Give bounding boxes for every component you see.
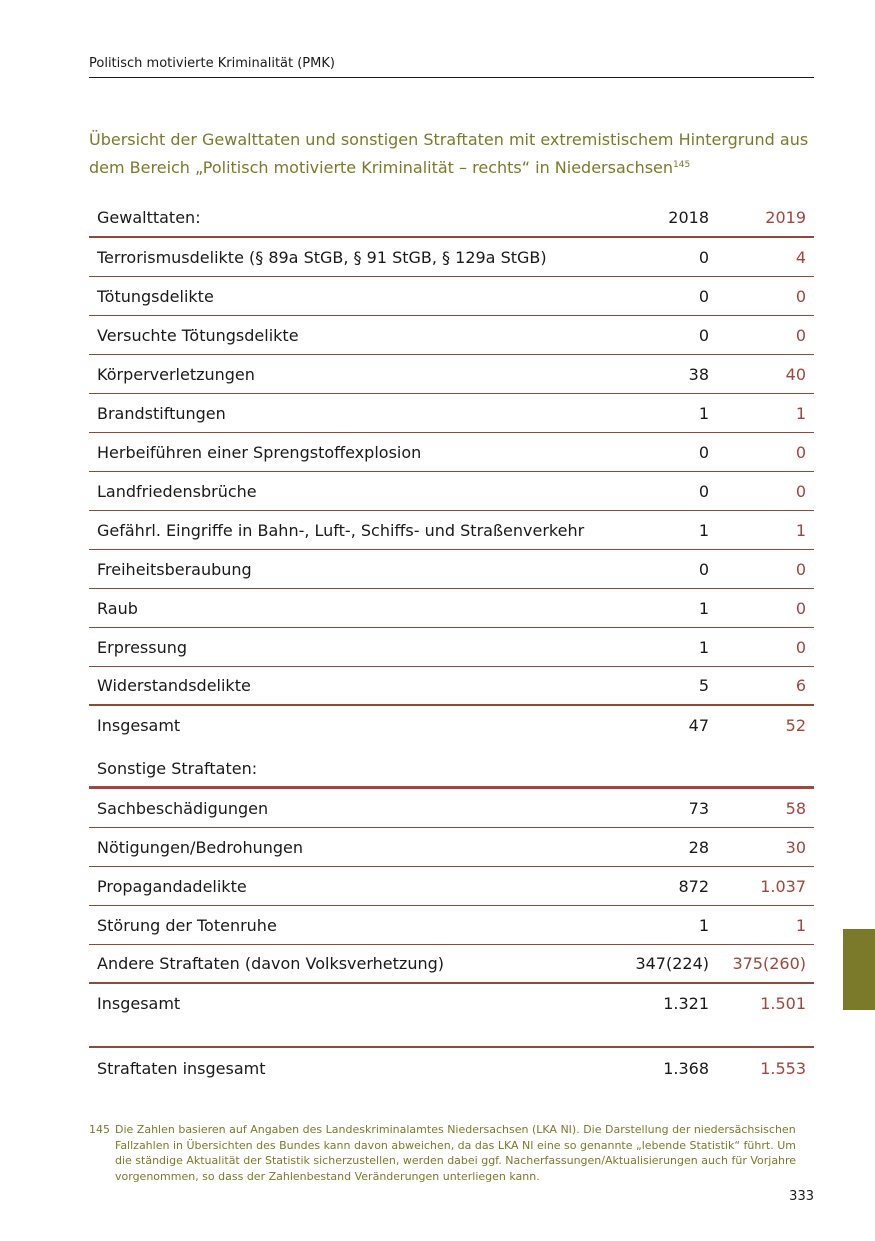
row-label: Brandstiftungen [97, 403, 226, 423]
other-section-header-row [89, 745, 814, 789]
chapter-tab-marker [843, 929, 875, 1010]
table-row [89, 511, 814, 550]
row-label: Raub [97, 598, 138, 618]
row-value-2018: 0 [698, 559, 709, 579]
row-value-2018: 1 [698, 637, 709, 657]
other-total-row [89, 984, 814, 1023]
row-label: Landfriedensbrüche [97, 481, 257, 501]
section-title-text: Übersicht der Gewalttaten und sonstigen Straftaten mit extremistischem Hintergrund aus dem Bereich „Politisch motivierte Kriminalität – rechts“ in Niedersachsen [89, 130, 809, 177]
table-row [89, 828, 814, 867]
table-row [89, 628, 814, 667]
table-row [89, 355, 814, 394]
other-total-2018: 1.321 [663, 994, 709, 1013]
table-row [89, 906, 814, 945]
row-value-2018: 28 [688, 837, 709, 857]
row-label: Versuchte Tötungsdelikte [97, 325, 299, 345]
other-total-label: Insgesamt [97, 994, 181, 1013]
row-value-2018: 1 [698, 598, 709, 618]
row-label: Propagandadelikte [97, 876, 247, 896]
grand-total-2018: 1.368 [663, 1058, 709, 1078]
table-row [89, 316, 814, 355]
row-label: Terrorismusdelikte (§ 89a StGB, § 91 StGB, § 129a StGB) [97, 247, 547, 267]
row-value-2019: 0 [795, 325, 806, 345]
grand-total-2019: 1.553 [760, 1058, 806, 1078]
table-row [89, 945, 814, 984]
grand-total-row [89, 1048, 814, 1088]
running-header: Politisch motivierte Kriminalität (PMK) [89, 56, 814, 78]
row-label: Freiheitsberaubung [97, 559, 252, 579]
violent-total-2019: 52 [785, 716, 806, 735]
footnote-text: Die Zahlen basieren auf Angaben des Landeskriminalamtes Niedersachsen (LKA NI). Die Darstellung der niedersächsischen Fallzahlen in Übersichten des Bundes kann davon abweichen, da das LKA NI eine so genannte „lebende Statistik“ führt. Um die ständige Aktualität der Statistik sicherzustellen, werden dabei ggf. Nacherfassungen/Aktualisierungen auch für Vorjahre vorgenommen, so dass der Zahlenbestand Veränderungen unterliegen kann. [115, 1123, 797, 1183]
page-number: 333 [789, 1189, 814, 1204]
table-row [89, 433, 814, 472]
row-value-2019: 1 [795, 403, 806, 423]
row-label: Nötigungen/Bedrohungen [97, 837, 303, 857]
row-label: Tötungsdelikte [97, 286, 214, 306]
footnote-reference[interactable]: 145 [673, 160, 691, 170]
grand-total-label: Straftaten insgesamt [97, 1058, 266, 1078]
row-value-2019: 0 [795, 559, 806, 579]
violent-total-row [89, 706, 814, 745]
footnote [89, 1122, 814, 1184]
row-value-2018: 5 [698, 676, 709, 695]
row-value-2018: 872 [678, 876, 709, 896]
table-row [89, 867, 814, 906]
row-label: Erpressung [97, 637, 188, 657]
column-header-2018: 2018 [668, 208, 709, 227]
row-value-2018: 1 [698, 915, 709, 935]
column-header-2019: 2019 [765, 208, 806, 227]
footnote-number: 145 [89, 1123, 110, 1136]
row-value-2018: 0 [698, 247, 709, 267]
row-value-2018: 1 [698, 520, 709, 540]
section-title [89, 126, 819, 182]
row-value-2019: 1 [795, 915, 806, 935]
row-value-2018: 0 [698, 442, 709, 462]
row-value-2019: 0 [795, 637, 806, 657]
row-label: Gefährl. Eingriffe in Bahn-, Luft-, Schiffs- und Straßenverkehr [97, 520, 585, 540]
row-label: Andere Straftaten (davon Volksverhetzung) [97, 954, 444, 973]
row-value-2019: 58 [785, 798, 806, 818]
row-value-2018: 0 [698, 325, 709, 345]
table-row [89, 667, 814, 706]
row-value-2019: 4 [795, 247, 806, 267]
table-row [89, 277, 814, 316]
violent-section-label: Gewalttaten: [97, 208, 201, 227]
row-value-2019: 0 [795, 598, 806, 618]
row-value-2019: 0 [795, 286, 806, 306]
row-value-2019: 0 [795, 481, 806, 501]
row-value-2019: 0 [795, 442, 806, 462]
row-value-2018: 73 [688, 798, 709, 818]
row-value-2019: 6 [795, 676, 806, 695]
violent-rows [89, 238, 814, 706]
violent-total-2018: 47 [688, 716, 709, 735]
row-value-2018: 0 [698, 481, 709, 501]
row-value-2019: 1 [795, 520, 806, 540]
row-value-2019: 30 [785, 837, 806, 857]
other-total-2019: 1.501 [760, 994, 806, 1013]
table-row [89, 394, 814, 433]
row-value-2018: 347(224) [635, 954, 709, 973]
table-row [89, 238, 814, 277]
table-header-row [89, 199, 814, 238]
table-row [89, 472, 814, 511]
row-label: Herbeiführen einer Sprengstoffexplosion [97, 442, 422, 462]
row-label: Körperverletzungen [97, 364, 255, 384]
row-label: Widerstandsdelikte [97, 676, 251, 695]
table-row [89, 550, 814, 589]
row-label: Sachbeschädigungen [97, 798, 269, 818]
table-row [89, 789, 814, 828]
table-divider [89, 1023, 814, 1048]
row-value-2018: 1 [698, 403, 709, 423]
row-value-2019: 40 [785, 364, 806, 384]
statistics-table [89, 199, 814, 1088]
row-value-2019: 1.037 [760, 876, 806, 896]
row-label: Störung der Totenruhe [97, 915, 277, 935]
other-section-label: Sonstige Straftaten: [97, 759, 258, 778]
row-value-2018: 0 [698, 286, 709, 306]
row-value-2019: 375(260) [732, 954, 806, 973]
violent-total-label: Insgesamt [97, 716, 181, 735]
row-value-2018: 38 [688, 364, 709, 384]
other-rows [89, 789, 814, 984]
table-row [89, 589, 814, 628]
